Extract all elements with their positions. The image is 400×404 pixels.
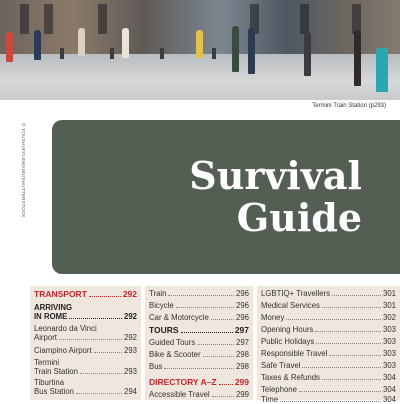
toc-section-directory[interactable]: DIRECTORY A–Z 299: [149, 377, 249, 387]
toc-entry-ciampino[interactable]: Ciampino Airport 293: [34, 346, 137, 355]
table-of-contents: [0, 286, 400, 404]
photo-person: [304, 32, 311, 76]
photo-person: [232, 26, 239, 72]
toc-entry-bike-scooter[interactable]: Bike & Scooter 298: [149, 350, 249, 359]
toc-entry-bicycle[interactable]: Bicycle 296: [149, 301, 249, 310]
photo-window: [300, 4, 309, 34]
photo-suitcase: [376, 48, 388, 92]
photo-person: [196, 30, 203, 58]
photo-person: [78, 28, 85, 56]
photo-bollard: [60, 48, 64, 59]
toc-section-tours[interactable]: TOURS 297: [149, 325, 249, 335]
photo-person: [122, 28, 129, 58]
toc-entry-tiburtina[interactable]: Tiburtina Bus Station 294: [34, 378, 137, 396]
photo-window: [20, 4, 29, 34]
toc-entry-guided-tours[interactable]: Guided Tours 297: [149, 338, 249, 347]
page-title-line2: Guide: [236, 195, 362, 240]
toc-entry-termini[interactable]: Termini Train Station 293: [34, 358, 137, 376]
toc-entry-safe-travel[interactable]: Safe Travel 303: [261, 361, 396, 370]
toc-entry-time[interactable]: Time 304: [261, 395, 396, 404]
photo-window: [98, 4, 107, 34]
photo-bollard: [110, 48, 114, 59]
photo-bollard: [160, 48, 164, 59]
photo-person: [6, 32, 13, 62]
toc-entry-money[interactable]: Money 302: [261, 313, 396, 322]
toc-entry-train[interactable]: Train 296: [149, 289, 249, 298]
toc-entry-public-holidays[interactable]: Public Holidays 303: [261, 337, 396, 346]
toc-entry-car[interactable]: Car & Motorcycle 296: [149, 313, 249, 322]
toc-entry-accessible-travel[interactable]: Accessible Travel 299: [149, 390, 249, 399]
page-title-line1: Survival: [189, 153, 362, 198]
toc-entry-opening-hours[interactable]: Opening Hours 303: [261, 325, 396, 334]
toc-section-transport[interactable]: TRANSPORT 292: [34, 289, 137, 299]
photo-window: [44, 4, 53, 34]
toc-column-2: [145, 286, 253, 400]
toc-entry-lgbtiq[interactable]: LGBTIQ+ Travellers 301: [261, 289, 396, 298]
photo-bollard: [212, 48, 216, 59]
photo-caption: Termini Train Station (p293): [312, 103, 386, 109]
photo-person: [354, 30, 361, 86]
toc-entry-leonardo[interactable]: Leonardo da Vinci Airport 292: [34, 324, 137, 342]
photo-person: [248, 28, 255, 74]
station-photo: [0, 0, 400, 100]
toc-entry-bus[interactable]: Bus 298: [149, 362, 249, 371]
toc-entry-telephone[interactable]: Telephone 304: [261, 385, 396, 394]
toc-subsection-arriving[interactable]: ARRIVING IN ROME 292: [34, 303, 137, 321]
toc-column-3: [257, 286, 400, 404]
photo-plaza: [0, 54, 400, 100]
photo-credit: © YOUSHUFFLEMANN/SHUTTERSTOCK: [21, 123, 26, 218]
toc-column-1: [30, 286, 141, 400]
toc-entry-responsible-travel[interactable]: Responsible Travel 303: [261, 349, 396, 358]
toc-entry-taxes-refunds[interactable]: Taxes & Refunds 304: [261, 373, 396, 382]
toc-entry-medical[interactable]: Medical Services 301: [261, 301, 396, 310]
photo-person: [34, 30, 41, 60]
